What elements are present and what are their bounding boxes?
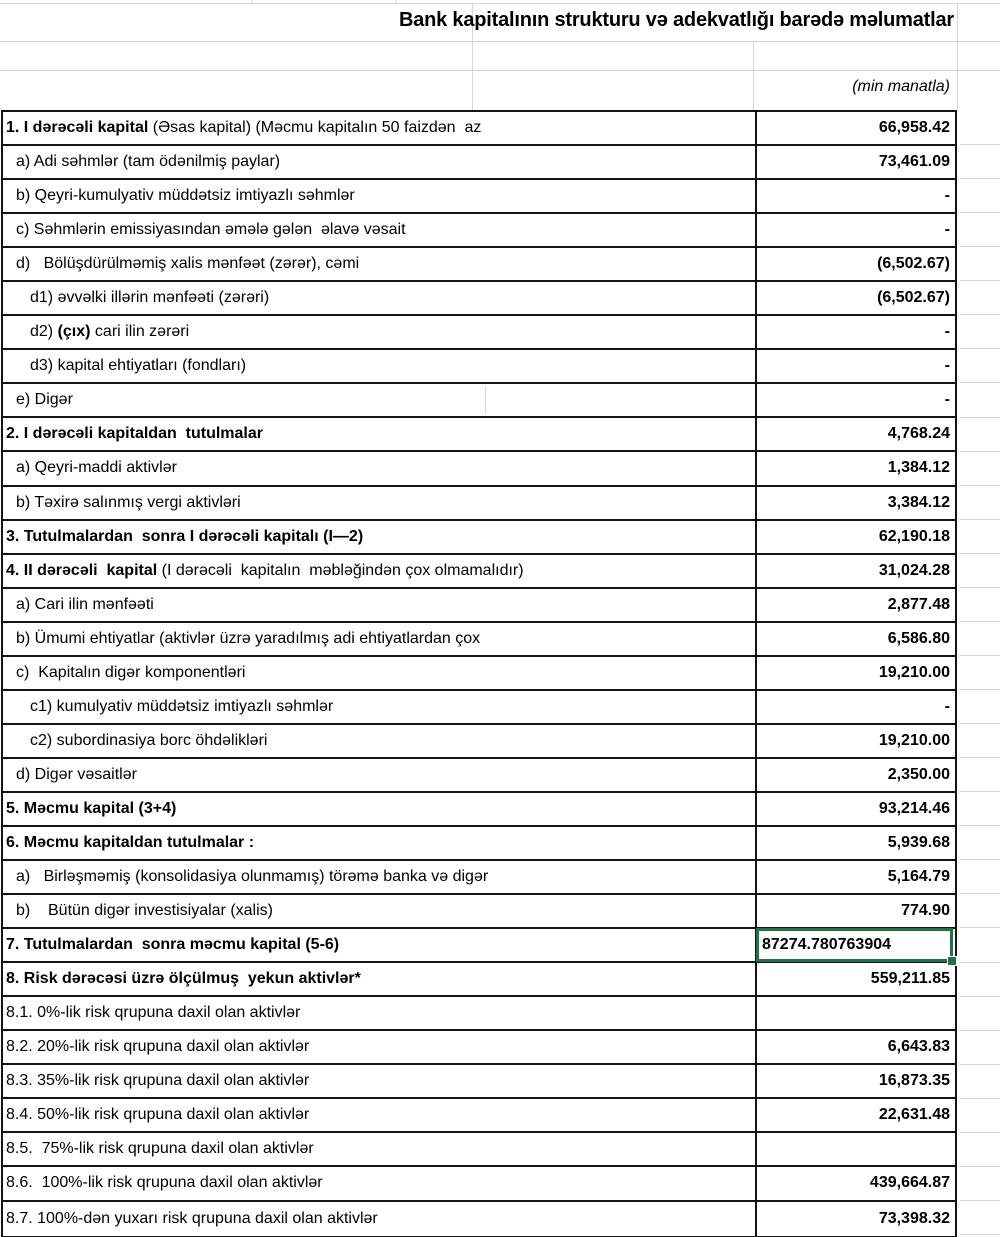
- row-label: a) Birləşməmiş (konsolidasiya olunmamış) törəmə banka və digər: [16, 868, 489, 886]
- row-label: d) Digər vəsaitlər: [16, 765, 137, 783]
- gridline: [753, 41, 754, 110]
- row-value: -: [944, 187, 950, 205]
- row-label: 1. I dərəcəli kapital (Əsas kapital) (Məcmu kapitalın 50 faizdən az: [6, 119, 482, 137]
- unit-note-cell[interactable]: (min manatla): [852, 78, 950, 95]
- row-value-cell[interactable]: [757, 589, 955, 621]
- row-value: 5,939.68: [887, 834, 950, 851]
- row-value-cell[interactable]: [757, 1099, 955, 1131]
- row-label-cell[interactable]: [3, 282, 757, 314]
- table-row: [3, 657, 955, 691]
- gridline: [960, 996, 1000, 997]
- row-value-cell[interactable]: [757, 929, 955, 961]
- row-value-cell[interactable]: [757, 895, 955, 927]
- gridline: [957, 3, 958, 110]
- row-value-cell[interactable]: [757, 384, 955, 416]
- table-row: [3, 691, 955, 725]
- row-value-cell[interactable]: [757, 350, 955, 382]
- gridline: [485, 386, 486, 414]
- row-value: 4,768.24: [887, 425, 950, 443]
- table-row: [3, 793, 955, 827]
- row-value: -: [944, 697, 950, 715]
- row-label-cell[interactable]: [3, 214, 757, 246]
- row-label: 8.3. 35%-lik risk qrupuna daxil olan aktivlər: [6, 1072, 310, 1090]
- gridline: [395, 0, 396, 3]
- row-value-cell[interactable]: [757, 452, 955, 484]
- gridline: [960, 962, 1000, 963]
- row-label: 8.7. 100%-dən yuxarı risk qrupuna daxil olan aktivlər: [6, 1209, 378, 1227]
- row-label-cell[interactable]: [3, 827, 757, 859]
- table-row: [3, 214, 955, 248]
- gridline: [960, 587, 1000, 588]
- gridline: [0, 70, 1000, 71]
- row-value: 62,190.18: [878, 527, 950, 545]
- table-row: [3, 1133, 955, 1167]
- gridline: [252, 0, 253, 3]
- gridline: [960, 485, 1000, 486]
- row-value-cell[interactable]: [757, 963, 955, 995]
- gridline: [960, 1098, 1000, 1099]
- table-row: [3, 1202, 955, 1236]
- table-row: [3, 112, 955, 146]
- row-value-cell[interactable]: [757, 1065, 955, 1097]
- row-label-cell[interactable]: [3, 861, 757, 893]
- row-value-cell[interactable]: [757, 861, 955, 893]
- row-label: 7. Tutulmalardan sonra məcmu kapital (5-6): [6, 936, 340, 954]
- row-value: 1,384.12: [887, 459, 950, 477]
- row-value: 19,210.00: [878, 663, 950, 681]
- row-value-cell[interactable]: [757, 1167, 955, 1199]
- table-row: [3, 487, 955, 521]
- row-label: a) Cari ilin mənfəəti: [16, 595, 154, 613]
- row-label-cell[interactable]: [3, 1099, 757, 1131]
- row-label-cell[interactable]: [3, 793, 757, 825]
- row-value: -: [944, 323, 950, 341]
- gridline: [960, 314, 1000, 315]
- row-value-cell[interactable]: [757, 1202, 955, 1236]
- row-value: 73,398.32: [878, 1209, 950, 1227]
- row-value: 73,461.09: [878, 153, 950, 171]
- row-label: b) Ümumi ehtiyatlar (aktivlər üzrə yaradılmış adi ehtiyatlardan çox: [16, 629, 481, 647]
- row-value-cell[interactable]: [757, 112, 955, 144]
- row-label-cell[interactable]: [3, 521, 757, 553]
- row-label-cell[interactable]: [3, 589, 757, 621]
- gridline: [960, 1064, 1000, 1065]
- row-value-cell[interactable]: [757, 180, 955, 212]
- row-value: (6,502.67): [877, 289, 950, 307]
- row-label-cell[interactable]: [3, 316, 757, 348]
- gridline: [960, 382, 1000, 383]
- table-row: [3, 827, 955, 861]
- gridline: [960, 927, 1000, 928]
- gridline: [960, 519, 1000, 520]
- selection-fill-handle[interactable]: [947, 956, 957, 966]
- row-value: 16,873.35: [878, 1072, 950, 1090]
- row-value-cell[interactable]: [757, 487, 955, 519]
- gridline: [960, 1132, 1000, 1133]
- row-label-cell[interactable]: [3, 112, 757, 144]
- row-label: a) Qeyri-maddi aktivlər: [16, 459, 177, 477]
- row-label-cell[interactable]: [3, 1133, 757, 1165]
- row-value-cell[interactable]: [757, 623, 955, 655]
- gridline: [0, 3, 1000, 4]
- row-label-cell[interactable]: [3, 1031, 757, 1063]
- row-value: 559,211.85: [870, 970, 950, 988]
- row-label: 5. Məcmu kapital (3+4): [6, 799, 177, 817]
- row-value-cell[interactable]: [757, 793, 955, 825]
- row-label: c1) kumulyativ müddətsiz imtiyazlı səhmlər: [30, 697, 334, 715]
- row-label-cell[interactable]: [3, 146, 757, 178]
- row-label-cell[interactable]: [3, 1202, 757, 1236]
- row-value: 22,631.48: [878, 1106, 950, 1124]
- gridline: [960, 178, 1000, 179]
- row-label: d2) (çıx) cari ilin zərəri: [30, 323, 190, 341]
- row-label-cell[interactable]: [3, 418, 757, 450]
- table-row: [3, 963, 955, 997]
- row-label-cell[interactable]: [3, 691, 757, 723]
- table-row: [3, 623, 955, 657]
- row-value-cell[interactable]: [757, 248, 955, 280]
- row-label-cell[interactable]: [3, 487, 757, 519]
- row-value: -: [944, 357, 950, 375]
- row-label: 8.1. 0%-lik risk qrupuna daxil olan aktivlər: [6, 1004, 301, 1022]
- gridline: [0, 41, 1000, 42]
- gridline: [960, 655, 1000, 656]
- row-value: 439,664.87: [869, 1174, 950, 1192]
- row-value: 31,024.28: [878, 561, 950, 579]
- sheet-title: Bank kapitalının strukturu və adekvatlığı barədə məlumatlar: [398, 9, 954, 31]
- gridline: [960, 280, 1000, 281]
- row-label: b) Təxirə salınmış vergi aktivləri: [16, 493, 241, 511]
- row-value-cell[interactable]: [757, 997, 955, 1029]
- table-row: [3, 418, 955, 452]
- table-row: [3, 180, 955, 214]
- row-value: 66,958.42: [878, 119, 950, 137]
- row-value-cell[interactable]: [757, 146, 955, 178]
- row-label-cell[interactable]: [3, 555, 757, 587]
- gridline: [960, 246, 1000, 247]
- gridline: [960, 825, 1000, 826]
- gridline: [960, 1200, 1000, 1201]
- table-row: [3, 521, 955, 555]
- row-label-cell[interactable]: [3, 350, 757, 382]
- row-label-cell[interactable]: [3, 452, 757, 484]
- row-value: 87274.780763904: [762, 936, 892, 954]
- row-label-cell[interactable]: [3, 180, 757, 212]
- row-value-cell[interactable]: [757, 1031, 955, 1063]
- gridline: [960, 451, 1000, 452]
- row-value-cell[interactable]: [757, 725, 955, 757]
- row-value: 2,877.48: [887, 595, 950, 613]
- gridline: [960, 1030, 1000, 1031]
- table-row: [3, 1099, 955, 1133]
- gridline: [960, 1234, 1000, 1235]
- row-value-cell[interactable]: [757, 759, 955, 791]
- row-value-cell[interactable]: [757, 418, 955, 450]
- gridline: [960, 621, 1000, 622]
- row-label: e) Digər: [16, 391, 73, 409]
- gridline: [960, 144, 1000, 145]
- row-label-cell[interactable]: [3, 1065, 757, 1097]
- row-label-cell[interactable]: [3, 384, 757, 416]
- table-row: [3, 997, 955, 1031]
- row-label: b) Qeyri-kumulyativ müddətsiz imtiyazlı səhmlər: [16, 187, 355, 205]
- row-label: 2. I dərəcəli kapitaldan tutulmalar: [6, 425, 263, 443]
- gridline: [960, 859, 1000, 860]
- row-label: c) Səhmlərin emissiyasından əmələ gələn əlavə vəsait: [16, 221, 406, 239]
- gridline: [960, 723, 1000, 724]
- row-value: (6,502.67): [877, 255, 950, 273]
- row-label: c2) subordinasiya borc öhdəlikləri: [30, 731, 268, 749]
- row-label: 8.6. 100%-lik risk qrupuna daxil olan aktivlər: [6, 1174, 323, 1192]
- row-label-cell[interactable]: [3, 1167, 757, 1199]
- table-row: [3, 282, 955, 316]
- row-value: 6,643.83: [887, 1038, 950, 1056]
- row-label: 4. II dərəcəli kapital (I dərəcəli kapitalın məbləğindən çox olmamalıdır): [6, 561, 524, 579]
- row-value-cell[interactable]: [757, 214, 955, 246]
- gridline: [960, 757, 1000, 758]
- row-label-cell[interactable]: [3, 929, 757, 961]
- row-label-cell[interactable]: [3, 895, 757, 927]
- table-row: [3, 895, 955, 929]
- row-label-cell[interactable]: [3, 759, 757, 791]
- row-label: b) Bütün digər investisiyalar (xalis): [16, 902, 273, 920]
- gridline: [960, 212, 1000, 213]
- table-row: [3, 861, 955, 895]
- row-label: d) Bölüşdürülməmiş xalis mənfəət (zərər), cəmi: [16, 255, 360, 273]
- gridline: [960, 1166, 1000, 1167]
- capital-table: [1, 110, 957, 1237]
- table-row: [3, 384, 955, 418]
- row-label: 8.4. 50%-lik risk qrupuna daxil olan aktivlər: [6, 1106, 310, 1124]
- row-value: 93,214.46: [878, 799, 950, 817]
- row-label: 8.2. 20%-lik risk qrupuna daxil olan aktivlər: [6, 1038, 310, 1056]
- row-label-cell[interactable]: [3, 963, 757, 995]
- row-label: 8.5. 75%-lik risk qrupuna daxil olan aktivlər: [6, 1140, 314, 1158]
- table-row: [3, 589, 955, 623]
- row-label: c) Kapitalın digər komponentləri: [16, 663, 246, 681]
- gridline: [960, 689, 1000, 690]
- table-row: [3, 1031, 955, 1065]
- table-row: [3, 1167, 955, 1201]
- row-label: 6. Məcmu kapitaldan tutulmalar :: [6, 834, 255, 851]
- table-row: [3, 759, 955, 793]
- row-value: -: [944, 391, 950, 409]
- table-row: [3, 316, 955, 350]
- row-label: d3) kapital ehtiyatları (fondları): [30, 357, 247, 375]
- table-row: [3, 555, 955, 589]
- table-row: [3, 146, 955, 180]
- row-value: 3,384.12: [887, 493, 950, 511]
- row-value-cell[interactable]: [757, 691, 955, 723]
- row-value: 774.90: [901, 902, 950, 920]
- row-value-cell[interactable]: [757, 316, 955, 348]
- row-value: -: [944, 221, 950, 239]
- row-label: d1) əvvəlki illərin mənfəəti (zərəri): [30, 289, 270, 307]
- row-label-cell[interactable]: [3, 623, 757, 655]
- table-row: [3, 248, 955, 282]
- row-value: 2,350.00: [887, 765, 950, 783]
- gridline: [960, 417, 1000, 418]
- gridline: [960, 893, 1000, 894]
- table-row: [3, 452, 955, 486]
- row-label: a) Adi səhmlər (tam ödənilmiş paylar): [16, 153, 281, 171]
- table-row: [3, 725, 955, 759]
- row-value-cell[interactable]: [757, 521, 955, 553]
- row-value-cell[interactable]: [757, 1133, 955, 1165]
- row-label: 3. Tutulmalardan sonra I dərəcəli kapitalı (I—2): [6, 527, 364, 545]
- row-value-cell[interactable]: [757, 657, 955, 689]
- gridline: [960, 791, 1000, 792]
- row-value: 19,210.00: [878, 731, 950, 749]
- row-label: 8. Risk dərəcəsi üzrə ölçülmuş yekun aktivlər*: [6, 970, 361, 988]
- row-label-cell[interactable]: [3, 657, 757, 689]
- gridline: [960, 348, 1000, 349]
- table-row: [3, 350, 955, 384]
- row-label-cell[interactable]: [3, 725, 757, 757]
- row-value: 5,164.79: [887, 868, 950, 886]
- row-label-cell[interactable]: [3, 997, 757, 1029]
- row-label-cell[interactable]: [3, 248, 757, 280]
- row-value-cell[interactable]: [757, 827, 955, 859]
- row-value-cell[interactable]: [757, 282, 955, 314]
- row-value-cell[interactable]: [757, 555, 955, 587]
- row-value: 6,586.80: [887, 629, 950, 647]
- table-row: [3, 1065, 955, 1099]
- gridline: [960, 553, 1000, 554]
- table-row: [3, 929, 955, 963]
